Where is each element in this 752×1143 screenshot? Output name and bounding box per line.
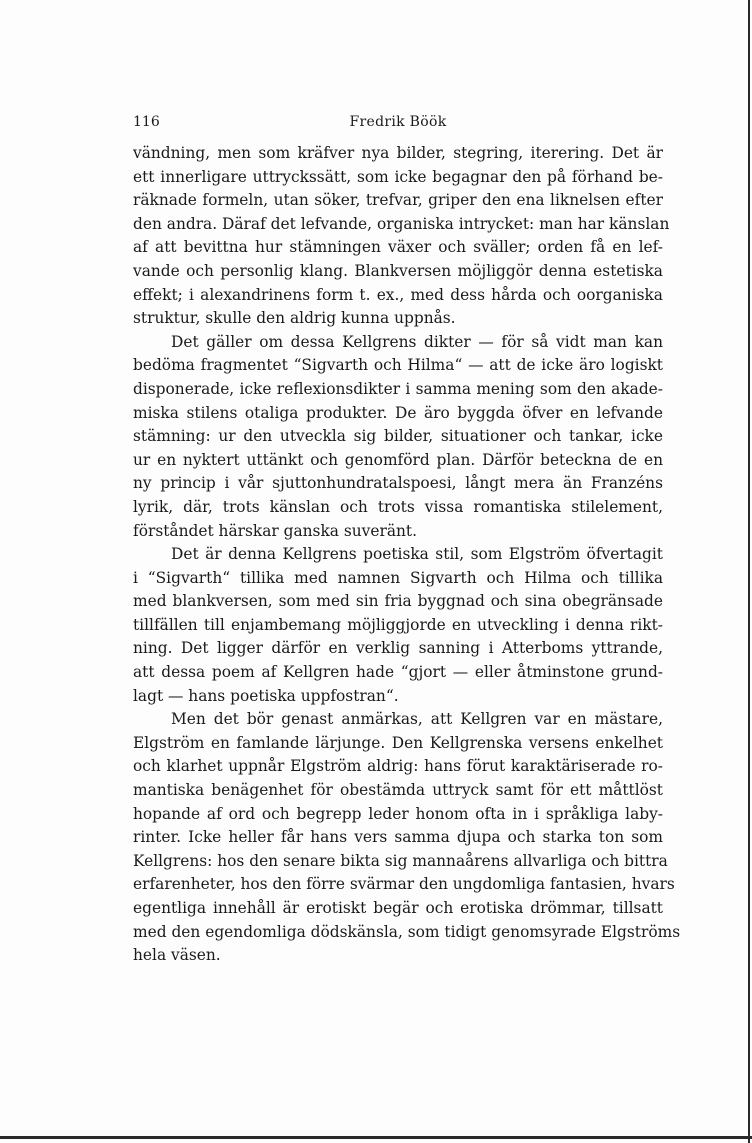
text-line: mantiska benägenhet för obestämda uttryck samt för ett måttlöst [133,781,663,800]
text-line: lyrik, där, trots känslan och trots vissa romantiska stilelement, [133,497,663,516]
text-line: rinter. Icke heller får hans vers samma djupa och starka ton som [133,828,663,847]
scan-edge-right [748,0,750,1143]
text-line: ny princip i vår sjuttonhundratalspoesi, långt mera än Franzéns [133,474,663,493]
text-line: med den egendomliga dödskänsla, som tidigt genomsyrade Elgströms [133,922,681,941]
text-line: ning. Det ligger därför en verklig sanning i Atterboms yttrande, [133,639,663,658]
text-line: Kellgrens: hos den senare bikta sig mannaårens allvarliga och bittra [133,851,668,870]
text-line: hela väsen. [133,946,221,965]
text-line: Det gäller om dessa Kellgrens dikter — för så vidt man kan [171,332,663,351]
text-line: Men det bör genast anmärkas, att Kellgren var en mästare, [171,710,663,729]
text-line: hopande af ord och begrepp leder honom ofta in i språkliga laby- [133,804,663,823]
text-line: i “Sigvarth“ tillika med namnen Sigvarth och Hilma och tillika [133,568,663,587]
page-header [133,114,663,134]
text-line: den andra. Däraf det lefvande, organiska intrycket: man har känslan [133,214,670,233]
text-line: och klarhet uppnår Elgström aldrig: hans förut karaktäriserade ro- [133,757,663,776]
text-line: erfarenheter, hos den förre svärmar den ungdomliga fantasien, hvars [133,875,675,894]
text-line: vande och personlig klang. Blankversen möjliggör denna estetiska [133,261,663,280]
text-line: ett innerligare uttryckssätt, som icke begagnar den på förhand be- [133,167,663,186]
text-line: att dessa poem af Kellgren hade “gjort — eller åtminstone grund- [133,663,663,682]
text-line: miska stilens otaliga produkter. De äro byggda öfver en lefvande [133,403,663,422]
text-line: med blankversen, som med sin fria byggnad och sina obegränsade [133,592,663,611]
text-line: stämning: ur den utveckla sig bilder, situationer och tankar, icke [133,427,663,446]
page-number: 116 [133,114,160,130]
text-line: egentliga innehåll är erotiskt begär och erotiska drömmar, tillsatt [133,899,663,917]
text-line: af att bevittna hur stämningen växer och sväller; orden få en lef- [133,238,663,257]
text-line: bedöma fragmentet “Sigvarth och Hilma“ — att de icke äro logiskt [133,356,663,375]
running-head: Fredrik Böök [349,114,447,130]
text-line: räknade formeln, utan söker, trefvar, griper den ena liknelsen efter [133,191,663,210]
text-line: ur en nyktert uttänkt och genomförd plan. Därför beteckna de en [133,450,663,469]
scan-edge-bottom [0,1136,752,1139]
text-line: disponerade, icke reflexionsdikter i samma mening som den akade- [133,379,663,398]
text-line: vändning, men som kräfver nya bilder, stegring, iterering. Det är [133,144,663,162]
text-line: struktur, skulle den aldrig kunna uppnås. [133,309,456,328]
text-line: effekt; i alexandrinens form t. ex., med dess hårda och oorganiska [133,285,663,304]
text-line: Elgström en famlande lärjunge. Den Kellgrenska versens enkelhet [133,733,663,752]
text-line: lagt — hans poetiska uppfostran“. [133,686,399,705]
body-text [133,142,681,968]
text-line: Det är denna Kellgrens poetiska stil, som Elgström öfvertagit [171,545,663,564]
text-line: förståndet härskar ganska suveränt. [133,521,417,540]
text-line: tillfällen till enjambemang möjliggjorde en utveckling i denna rikt- [133,615,663,634]
